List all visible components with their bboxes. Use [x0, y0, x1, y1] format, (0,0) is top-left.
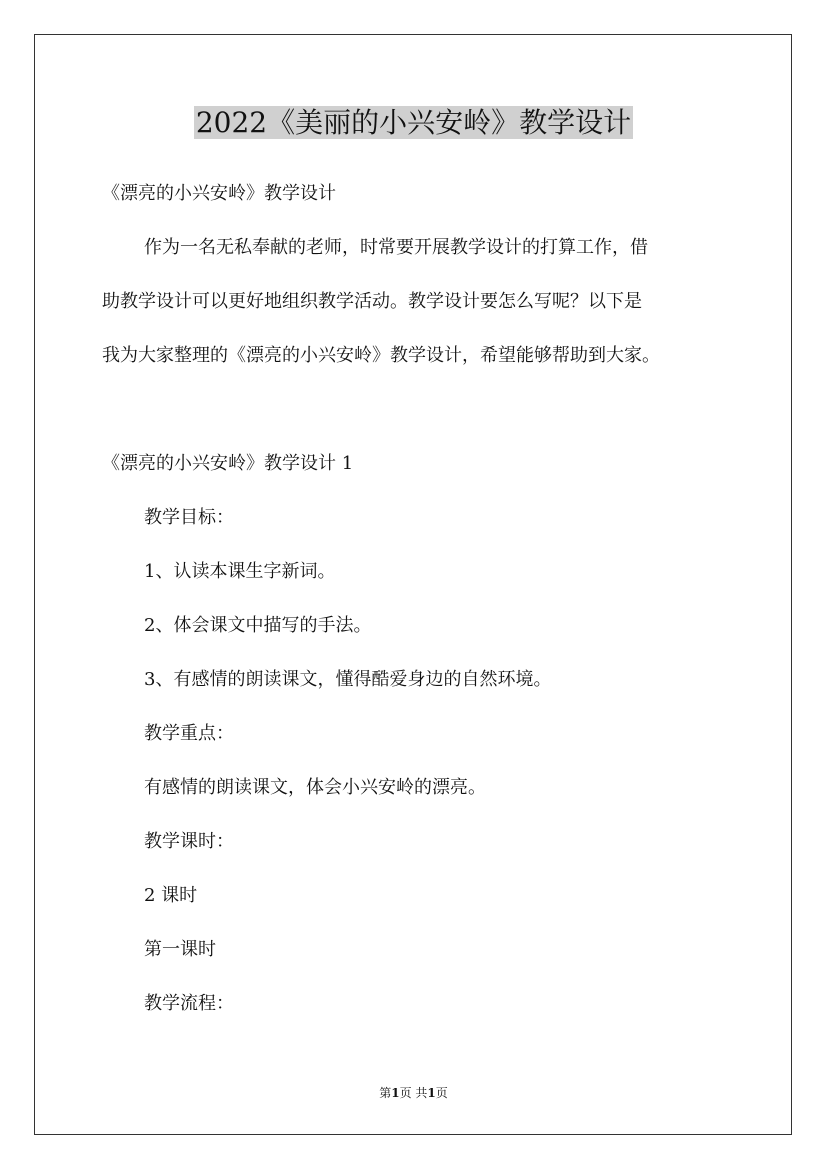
footer-mid: 页 共 — [399, 1086, 428, 1100]
paragraph-line: 教学课时： — [144, 831, 234, 852]
intro-line-3: 我为大家整理的《漂亮的小兴安岭》教学设计，希望能够帮助到大家。 — [102, 345, 660, 366]
paragraph-line: 2 课时 — [144, 885, 198, 906]
paragraph-line: 3、有感情的朗读课文，懂得酷爱身边的自然环境。 — [144, 669, 552, 690]
footer-prefix: 第 — [379, 1086, 392, 1100]
paragraph-line: 教学重点： — [144, 723, 234, 744]
paragraph-line: 教学流程： — [144, 993, 234, 1014]
document-title — [0, 100, 827, 146]
footer-total-pages: 1 — [427, 1086, 436, 1100]
document-title-text: 2022《美丽的小兴安岭》教学设计 — [195, 106, 632, 139]
footer-suffix: 页 — [435, 1086, 448, 1100]
paragraph-line: 2、体会课文中描写的手法。 — [144, 615, 372, 636]
paragraph-line: 有感情的朗读课文，体会小兴安岭的漂亮。 — [144, 777, 486, 798]
intro-line-2: 助教学设计可以更好地组织教学活动。教学设计要怎么写呢？以下是 — [102, 291, 642, 312]
document-subtitle: 《漂亮的小兴安岭》教学设计 — [102, 183, 336, 204]
intro-line-1: 作为一名无私奉献的老师，时常要开展教学设计的打算工作，借 — [144, 237, 648, 258]
paragraph-line: 1、认读本课生字新词。 — [144, 561, 336, 582]
footer-page-number: 1 — [391, 1086, 400, 1100]
paragraph-line: 教学目标： — [144, 507, 234, 528]
page-footer — [0, 1083, 827, 1103]
section-heading: 《漂亮的小兴安岭》教学设计 1 — [102, 453, 354, 474]
paragraph-line: 第一课时 — [144, 939, 216, 960]
